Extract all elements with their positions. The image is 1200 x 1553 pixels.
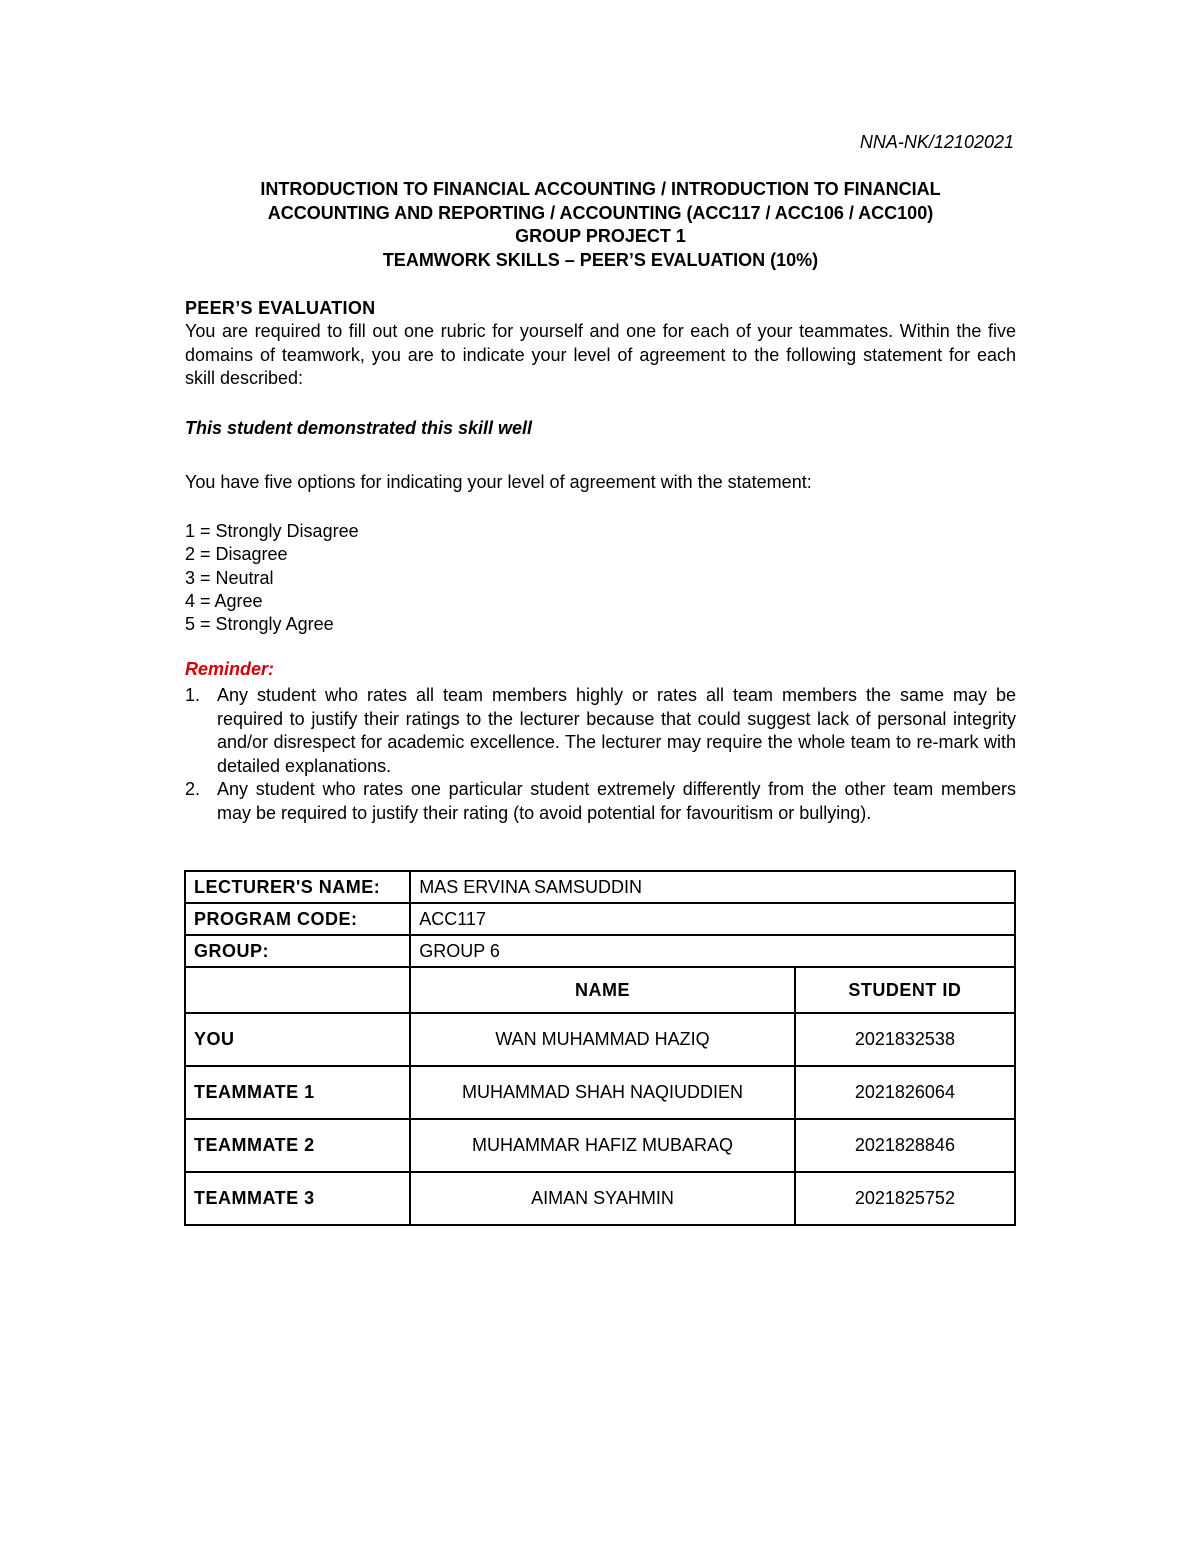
- role-label: TEAMMATE 2: [185, 1119, 410, 1172]
- scale-item: 2 = Disagree: [185, 544, 288, 565]
- role-label: YOU: [185, 1013, 410, 1066]
- reminder-title: Reminder:: [185, 659, 275, 679]
- group-info-table: [184, 870, 1016, 1226]
- intro-paragraph: You are required to fill out one rubric for yourself and one for each of your teammates. Within the five domains of teamwork, you are to indicate your level of agreement to the following statement for each skill described:: [185, 321, 1016, 388]
- student-id-field[interactable]: 2021832538: [795, 1013, 1015, 1066]
- scale-item: 4 = Agree: [185, 590, 263, 611]
- role-label: TEAMMATE 1: [185, 1066, 410, 1119]
- student-id-field[interactable]: 2021828846: [795, 1119, 1015, 1172]
- document-title: [185, 178, 1016, 272]
- student-id-field[interactable]: 2021826064: [795, 1066, 1015, 1119]
- options-intro: You have five options for indicating your level of agreement with the statement:: [185, 472, 812, 492]
- member-name-field[interactable]: MUHAMMAR HAFIZ MUBARAQ: [410, 1119, 795, 1172]
- title-line: GROUP PROJECT 1: [515, 226, 686, 246]
- reminder-number: 2.: [185, 779, 201, 799]
- document-reference: NNA-NK/12102021: [859, 132, 1014, 152]
- table-row: [185, 1066, 1015, 1119]
- scale-item: 1 = Strongly Disagree: [185, 521, 359, 541]
- program-row: [185, 903, 1015, 935]
- title-line: INTRODUCTION TO FINANCIAL ACCOUNTING / INTRODUCTION TO FINANCIAL: [260, 179, 941, 199]
- group-label: GROUP:: [185, 935, 410, 967]
- scale-item: 5 = Strongly Agree: [185, 614, 334, 635]
- member-name-field[interactable]: WAN MUHAMMAD HAZIQ: [410, 1013, 795, 1066]
- lecturer-label: LECTURER'S NAME:: [185, 871, 410, 903]
- rating-scale: [185, 520, 1016, 636]
- lecturer-name-field[interactable]: MAS ERVINA SAMSUDDIN: [410, 871, 1015, 903]
- program-label: PROGRAM CODE:: [185, 903, 410, 935]
- title-line: TEAMWORK SKILLS – PEER’S EVALUATION (10%): [382, 249, 819, 270]
- reminder-list: [185, 684, 1016, 825]
- group-row: [185, 935, 1015, 967]
- reminder-item: [185, 778, 1016, 825]
- student-id-field[interactable]: 2021825752: [795, 1172, 1015, 1225]
- name-column-header: NAME: [410, 967, 795, 1013]
- program-code-field[interactable]: ACC117: [410, 903, 1015, 935]
- evaluation-statement: This student demonstrated this skill well: [185, 418, 533, 438]
- reminder-text: Any student who rates one particular student extremely differently from the other team members may be required to justify their rating (to avoid potential for favouritism or bullying).: [217, 779, 1016, 823]
- table-header-row: [185, 967, 1015, 1013]
- role-label: TEAMMATE 3: [185, 1172, 410, 1225]
- lecturer-row: [185, 871, 1015, 903]
- member-name-field[interactable]: MUHAMMAD SHAH NAQIUDDIEN: [410, 1066, 795, 1119]
- title-line: ACCOUNTING AND REPORTING / ACCOUNTING (ACC117 / ACC106 / ACC100): [267, 202, 934, 223]
- table-row: [185, 1172, 1015, 1225]
- student-id-column-header: STUDENT ID: [795, 967, 1015, 1013]
- empty-header-cell: [185, 967, 410, 1013]
- reminder-text: Any student who rates all team members highly or rates all team members the same may be required to justify their ratings to the lecturer because that could suggest lack of personal integrity and/or disrespect for academic excellence. The lecturer may require the whole team to re-mark with detailed explanations.: [217, 685, 1016, 776]
- reminder-number: 1.: [185, 685, 201, 705]
- table-row: [185, 1013, 1015, 1066]
- reminder-item: [185, 684, 1016, 778]
- section-heading: PEER’S EVALUATION: [185, 298, 376, 318]
- scale-item: 3 = Neutral: [185, 567, 274, 588]
- group-field[interactable]: GROUP 6: [410, 935, 1015, 967]
- table-row: [185, 1119, 1015, 1172]
- member-name-field[interactable]: AIMAN SYAHMIN: [410, 1172, 795, 1225]
